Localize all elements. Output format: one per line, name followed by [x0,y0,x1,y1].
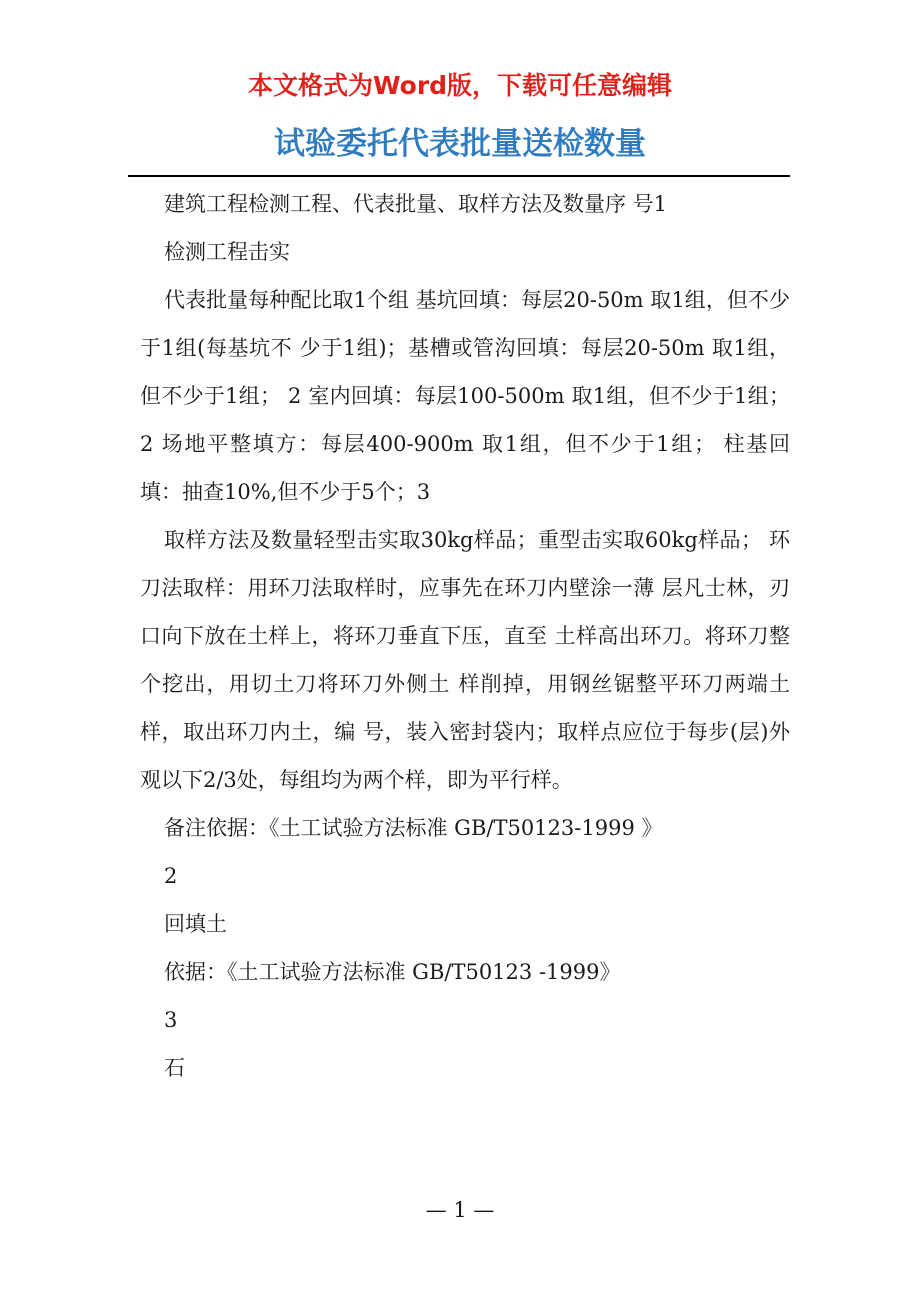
body-paragraph: 回填土 [164,912,227,936]
page-number: — 1 — [425,1198,495,1222]
body-paragraph: 检测工程击实 [164,240,290,264]
body-paragraph: 取样方法及数量轻型击实取30kg样品；重型击实取60kg样品； 环刀法取样：用环刀法取样时，应事先在环刀内壁涂一薄 层凡士林，刃口向下放在土样上，将环刀垂直下压，直至 土样高出环刀。将环刀整个挖出，用切土刀将环刀外侧土 样削掉，用钢丝锯整平环刀两端土样，取出环刀内土，编 号，装入密封袋内；取样点应位于每步(层)外观以下2/3处，每组均为两个样，即为平行样。 [140,528,790,792]
body-paragraph: 建筑工程检测工程、代表批量、取样方法及数量序 号1 [164,192,668,216]
body-paragraph: 备注依据：《土工试验方法标准 GB/T50123-1999 》 [164,816,663,840]
body-paragraph: 石 [164,1056,185,1080]
body-paragraph: 依据：《土工试验方法标准 GB/T50123 -1999》 [164,960,621,984]
body-paragraph: 3 [164,1008,178,1032]
title-divider [128,175,790,177]
body-paragraph: 代表批量每种配比取1个组 基坑回填：每层20-50m 取1组，但不少于1组(每基坑不 少于1组)；基槽或管沟回填：每层20-50m 取1组，但不少于1组； 2 室内回填：每层100-500m 取1组，但不少于1组； 2 场地平整填方：每层400-900m 取1组，但不少于1组； 柱基回填：抽查10%,但不少于5个；3 [140,288,790,504]
body-paragraph: 2 [164,864,178,888]
format-notice-banner: 本文格式为Word版，下载可任意编辑 [247,71,673,100]
document-body [140,180,790,1092]
document-title: 试验委托代表批量送检数量 [274,126,646,162]
